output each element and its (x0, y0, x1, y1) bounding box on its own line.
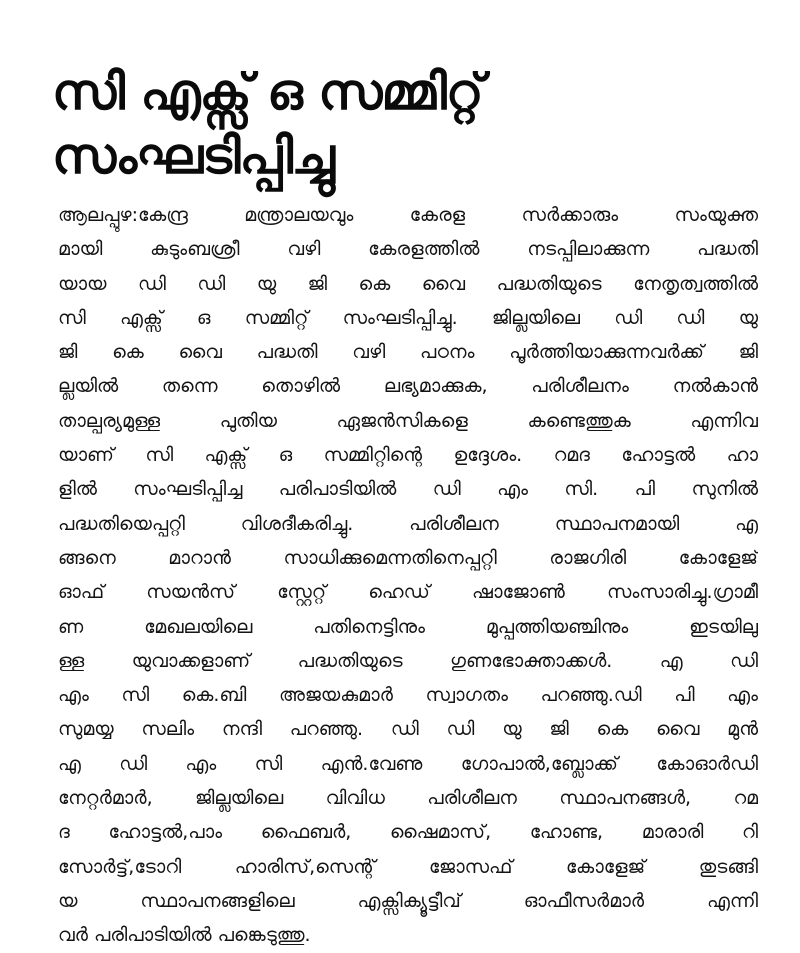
body-line-4: സി എക്സ് ഒ സമ്മിറ്റ് സംഘടിപ്പിച്ചു. ജില്ലയിലെ ഡി ഡി യു (58, 306, 758, 329)
body-line-6: ല്ലയിൽ തന്നെ തൊഴിൽ ലഭ്യമാക്കുക, പരിശീലനം നൽകാൻ (58, 375, 758, 398)
body-line-14: ള്ള യുവാക്കളാണ് പദ്ധതിയുടെ ഗുണഭോക്താക്കൾ. എ ഡി (58, 649, 758, 672)
body-line-13: ണ മേഖലയിലെ പതിനെട്ടിനും മുപ്പത്തിയഞ്ചിനും ഇടയിലു (58, 615, 758, 638)
body-line-20: സോർട്ട്,ടോറി ഹാരിസ്,സെന്റ് ജോസഫ് കോളേജ് തുടങ്ങി (58, 855, 758, 878)
body-line-11: ങ്ങനെ മാറാൻ സാധിക്കുമെന്നതിനെപ്പറ്റി രാജഗിരി കോളേജ് (58, 546, 758, 569)
body-line-8: യാണ് സി എക്സ് ഒ സമ്മിറ്റിന്റെ ഉദ്ദേശം. റമദ ഹോട്ടൽ ഹാ (58, 444, 758, 467)
headline (52, 60, 752, 188)
body-line-17: എ ഡി എം സി എൻ.വേണു ഗോപാൽ,ബ്ലോക്ക് കോഓർഡി (58, 752, 758, 775)
headline-line-1: സി എക്സ് ഒ സമ്മിറ്റ് (52, 63, 483, 121)
body-line-1: ആലപ്പുഴ:കേന്ദ്ര മന്ത്രാലയവും കേരള സർക്കാരും സംയുക്ത (58, 204, 758, 226)
body-line-21: യ സ്ഥാപനങ്ങളിലെ എക്സിക്യൂട്ടീവ് ഓഫീസർമാർ എന്നി (58, 889, 758, 912)
body-line-12: ഓഫ് സയൻസ് സ്റ്റേറ്റ് ഹെഡ് ഷാജോൺ സംസാരിച്ചു.ഗ്രാമീ (58, 581, 758, 604)
headline-line-2: സംഘടിപ്പിച്ചു (52, 127, 334, 185)
body-line-2: മായി കുടുംബശ്രീ വഴി കേരളത്തിൽ നടപ്പിലാക്കുന്ന പദ്ധതി (58, 238, 758, 261)
body-line-19: ദ ഹോട്ടൽ,പാം ഫൈബർ, ഷൈമാസ്, ഹോണ്ട, മാരാരി റി (58, 821, 758, 844)
article-body (58, 198, 758, 953)
body-line-16: സുമയ്യ സലിം നന്ദി പറഞ്ഞു. ഡി ഡി യു ജി കെ വൈ മുൻ (58, 718, 758, 741)
body-line-22: വർ പരിപാടിയിൽ പങ്കെടുത്തു. (58, 924, 311, 947)
body-line-5: ജി കെ വൈ പദ്ധതി വഴി പഠനം പൂർത്തിയാക്കുന്നവർക്ക് ജി (58, 341, 758, 364)
body-line-9: ളിൽ സംഘടിപ്പിച്ച പരിപാടിയിൽ ഡി എം സി. പി സുനിൽ (58, 478, 758, 501)
body-line-15: എം സി കെ.ബി അജയകുമാർ സ്വാഗതം പറഞ്ഞു.ഡി പി എം (58, 684, 758, 707)
body-line-7: താല്പര്യമുള്ള പുതിയ ഏജൻസികളെ കണ്ടെത്തുക എന്നിവ (58, 409, 758, 432)
body-line-3: യായ ഡി ഡി യു ജി കെ വൈ പദ്ധതിയുടെ നേതൃത്വത്തിൽ (58, 272, 758, 295)
body-line-18: നേറ്റർമാർ, ജില്ലയിലെ വിവിധ പരിശീലന സ്ഥാപനങ്ങൾ, റമ (58, 787, 758, 810)
body-line-10: പദ്ധതിയെപ്പറ്റി വിശദീകരിച്ചു. പരിശീലന സ്ഥാപനമായി എ (58, 512, 758, 535)
